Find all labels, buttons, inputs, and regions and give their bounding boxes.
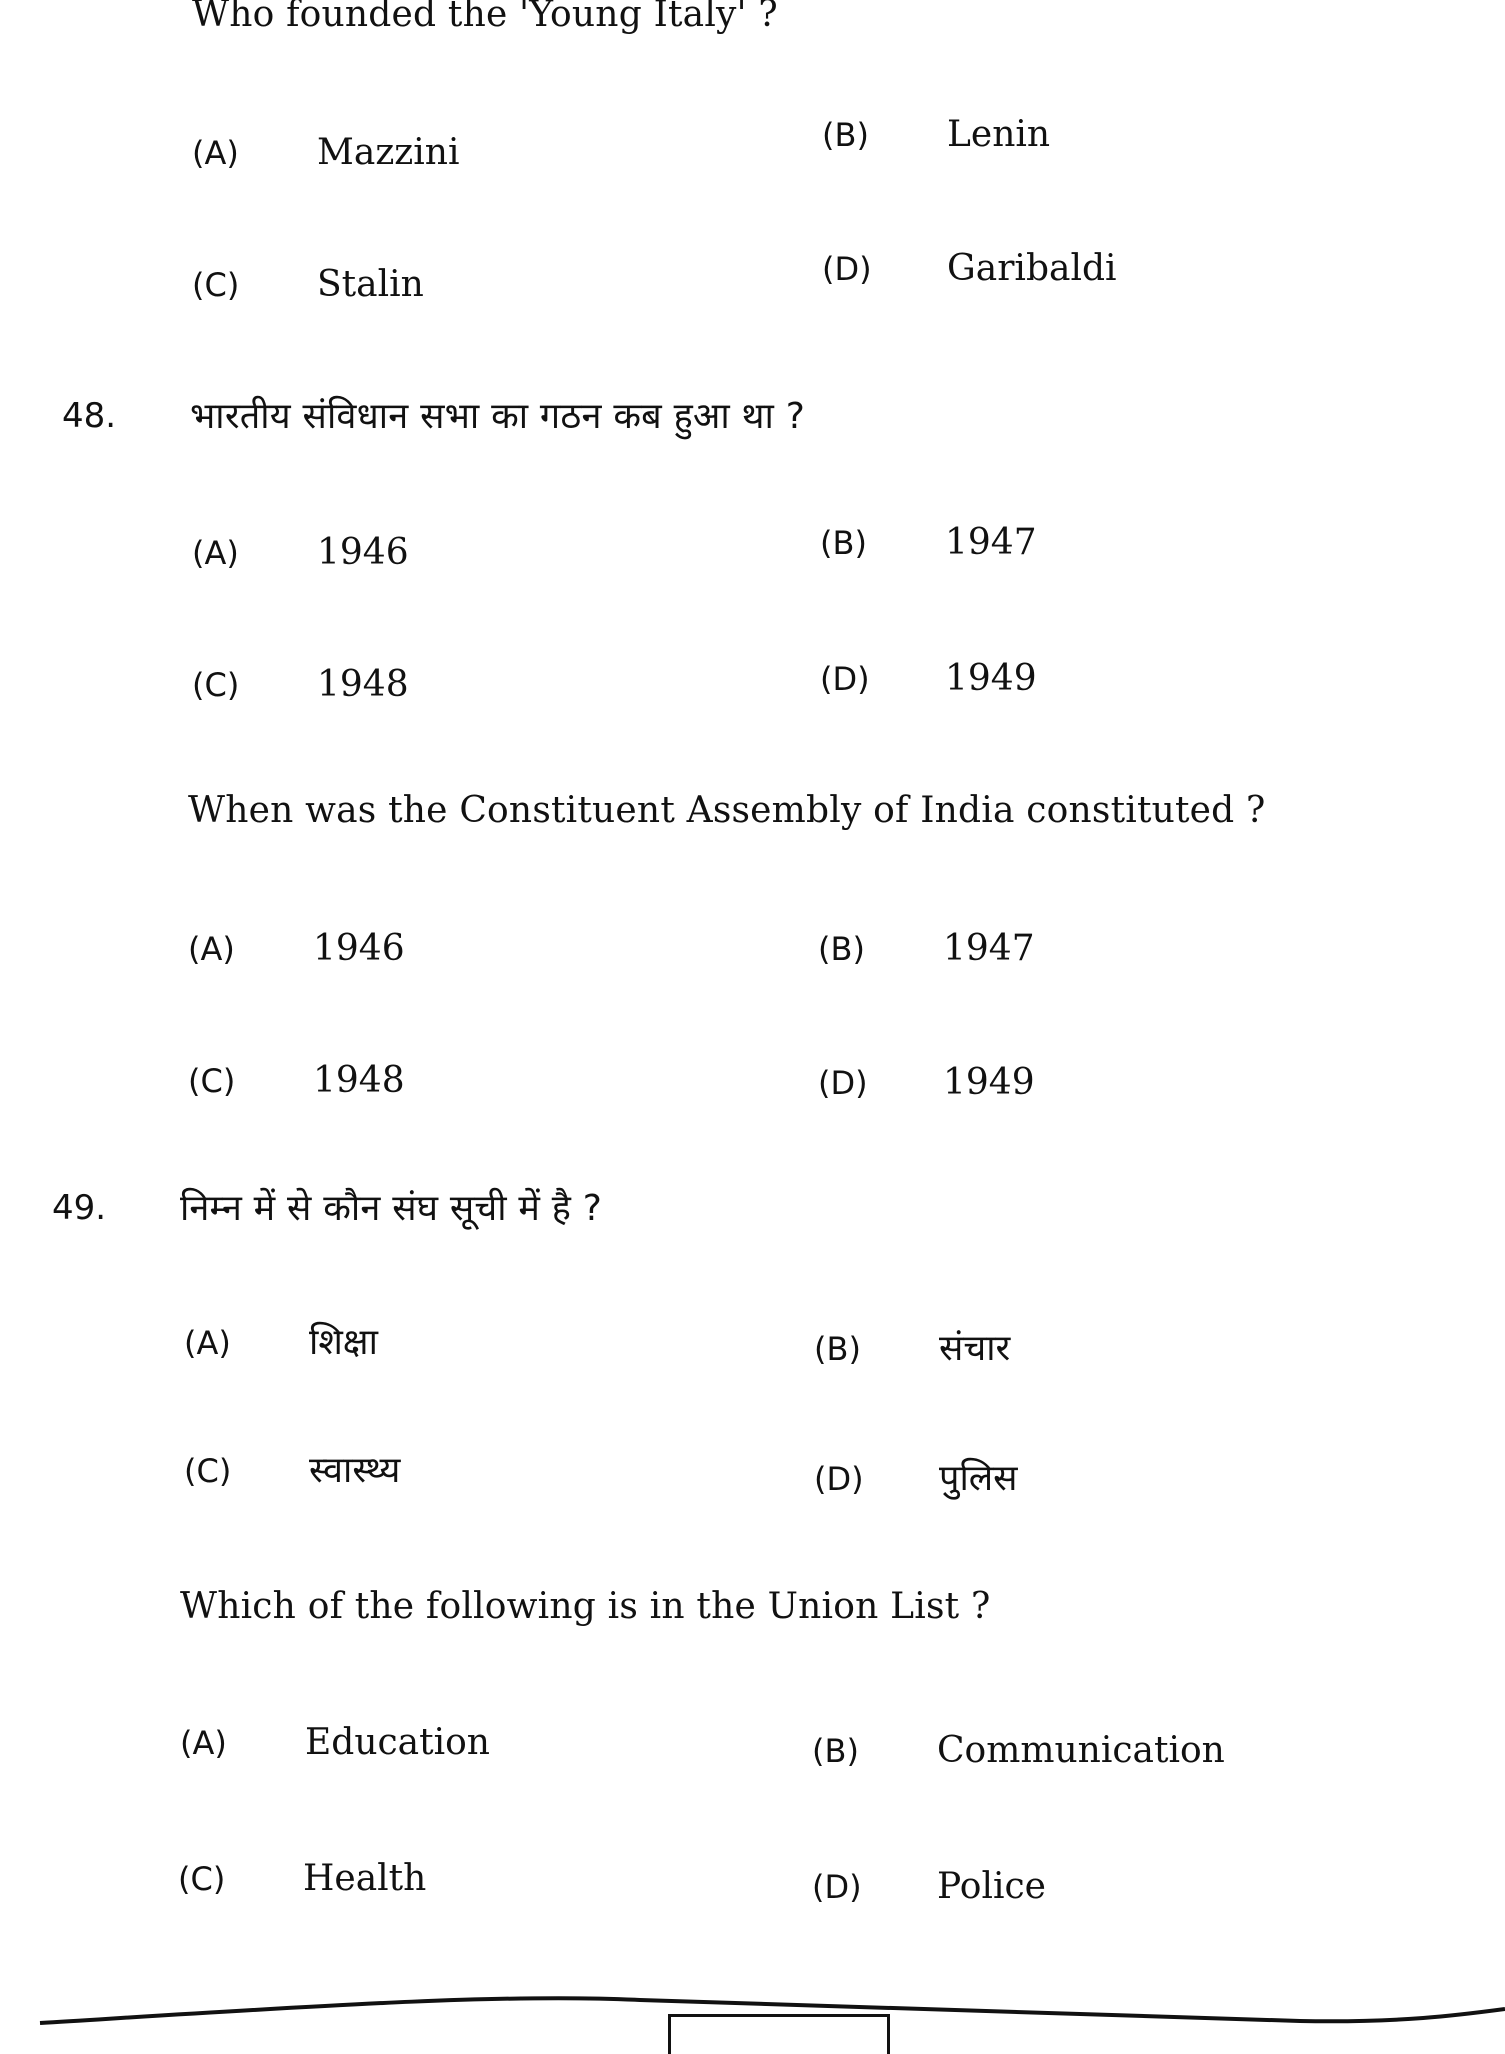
option-text: 1947	[945, 522, 1037, 563]
footer-code-box	[668, 2014, 890, 2054]
option-label: (B)	[820, 524, 867, 562]
question-48-hindi-option-d	[820, 658, 1037, 699]
option-text: 1948	[317, 664, 409, 705]
question-48-number: 48.	[62, 396, 117, 436]
option-text: 1946	[317, 532, 409, 573]
option-text: 1949	[943, 1062, 1035, 1103]
question-49-number: 49.	[52, 1188, 107, 1228]
question-47-option-b	[822, 114, 1050, 155]
question-49-english-option-d	[812, 1866, 1046, 1907]
question-49-english-text: Which of the following is in the Union List ?	[180, 1586, 991, 1627]
option-text: Stalin	[317, 264, 424, 305]
option-label: (D)	[822, 250, 872, 288]
option-label: (B)	[814, 1330, 861, 1368]
option-text: Lenin	[947, 114, 1051, 155]
question-49-hindi-option-b	[814, 1322, 1010, 1371]
option-text: संचार	[939, 1328, 1011, 1369]
option-label: (A)	[192, 134, 239, 172]
option-label: (B)	[818, 930, 865, 968]
option-label: (C)	[178, 1860, 226, 1898]
option-label: (C)	[192, 266, 240, 304]
question-47-english-text: Who founded the 'Young Italy' ?	[192, 0, 778, 35]
question-49-hindi-option-c	[184, 1444, 400, 1493]
option-label: (D)	[814, 1460, 864, 1498]
question-49-hindi-option-d	[814, 1452, 1018, 1501]
question-48-hindi-option-b	[820, 522, 1037, 563]
question-47-option-a	[192, 132, 459, 173]
question-49-english-option-c	[178, 1858, 426, 1899]
option-text: Police	[937, 1866, 1046, 1907]
option-text: Mazzini	[317, 132, 460, 173]
option-text: पुलिस	[939, 1458, 1018, 1499]
question-48-english-option-a	[188, 928, 405, 969]
question-47-option-c	[192, 264, 424, 305]
option-text: स्वास्थ्य	[309, 1450, 401, 1491]
option-label: (B)	[812, 1732, 859, 1770]
option-text: शिक्षा	[309, 1322, 378, 1363]
option-label: (D)	[820, 660, 870, 698]
option-label: (A)	[184, 1324, 231, 1362]
option-text: 1948	[313, 1060, 405, 1101]
option-text: 1947	[943, 928, 1035, 969]
option-label: (C)	[188, 1062, 236, 1100]
option-label: (A)	[192, 534, 239, 572]
question-48-english-option-d	[818, 1062, 1035, 1103]
option-label: (C)	[184, 1452, 232, 1490]
option-text: 1946	[313, 928, 405, 969]
option-label: (C)	[192, 666, 240, 704]
question-49-hindi-option-a	[184, 1316, 378, 1365]
question-48-english-option-c	[188, 1060, 405, 1101]
option-label: (A)	[188, 930, 235, 968]
option-text: 1949	[945, 658, 1037, 699]
question-48-english-option-b	[818, 928, 1035, 969]
option-label: (D)	[812, 1868, 862, 1906]
question-49-hindi-text: निम्न में से कौन संघ सूची में है ?	[180, 1188, 603, 1229]
option-label: (B)	[822, 116, 869, 154]
question-48-english-text: When was the Constituent Assembly of India constituted ?	[188, 790, 1266, 831]
question-49-english-option-a	[180, 1722, 490, 1763]
option-label: (D)	[818, 1064, 868, 1102]
question-48-hindi-option-a	[192, 532, 409, 573]
option-label: (A)	[180, 1724, 227, 1762]
question-48-hindi-text: भारतीय संविधान सभा का गठन कब हुआ था ?	[190, 396, 805, 437]
option-text: Health	[303, 1858, 427, 1899]
question-47-option-d	[822, 248, 1117, 289]
option-text: Communication	[937, 1730, 1225, 1771]
option-text: Garibaldi	[947, 248, 1117, 289]
question-48-hindi-option-c	[192, 664, 409, 705]
option-text: Education	[305, 1722, 490, 1763]
question-49-english-option-b	[812, 1730, 1225, 1771]
